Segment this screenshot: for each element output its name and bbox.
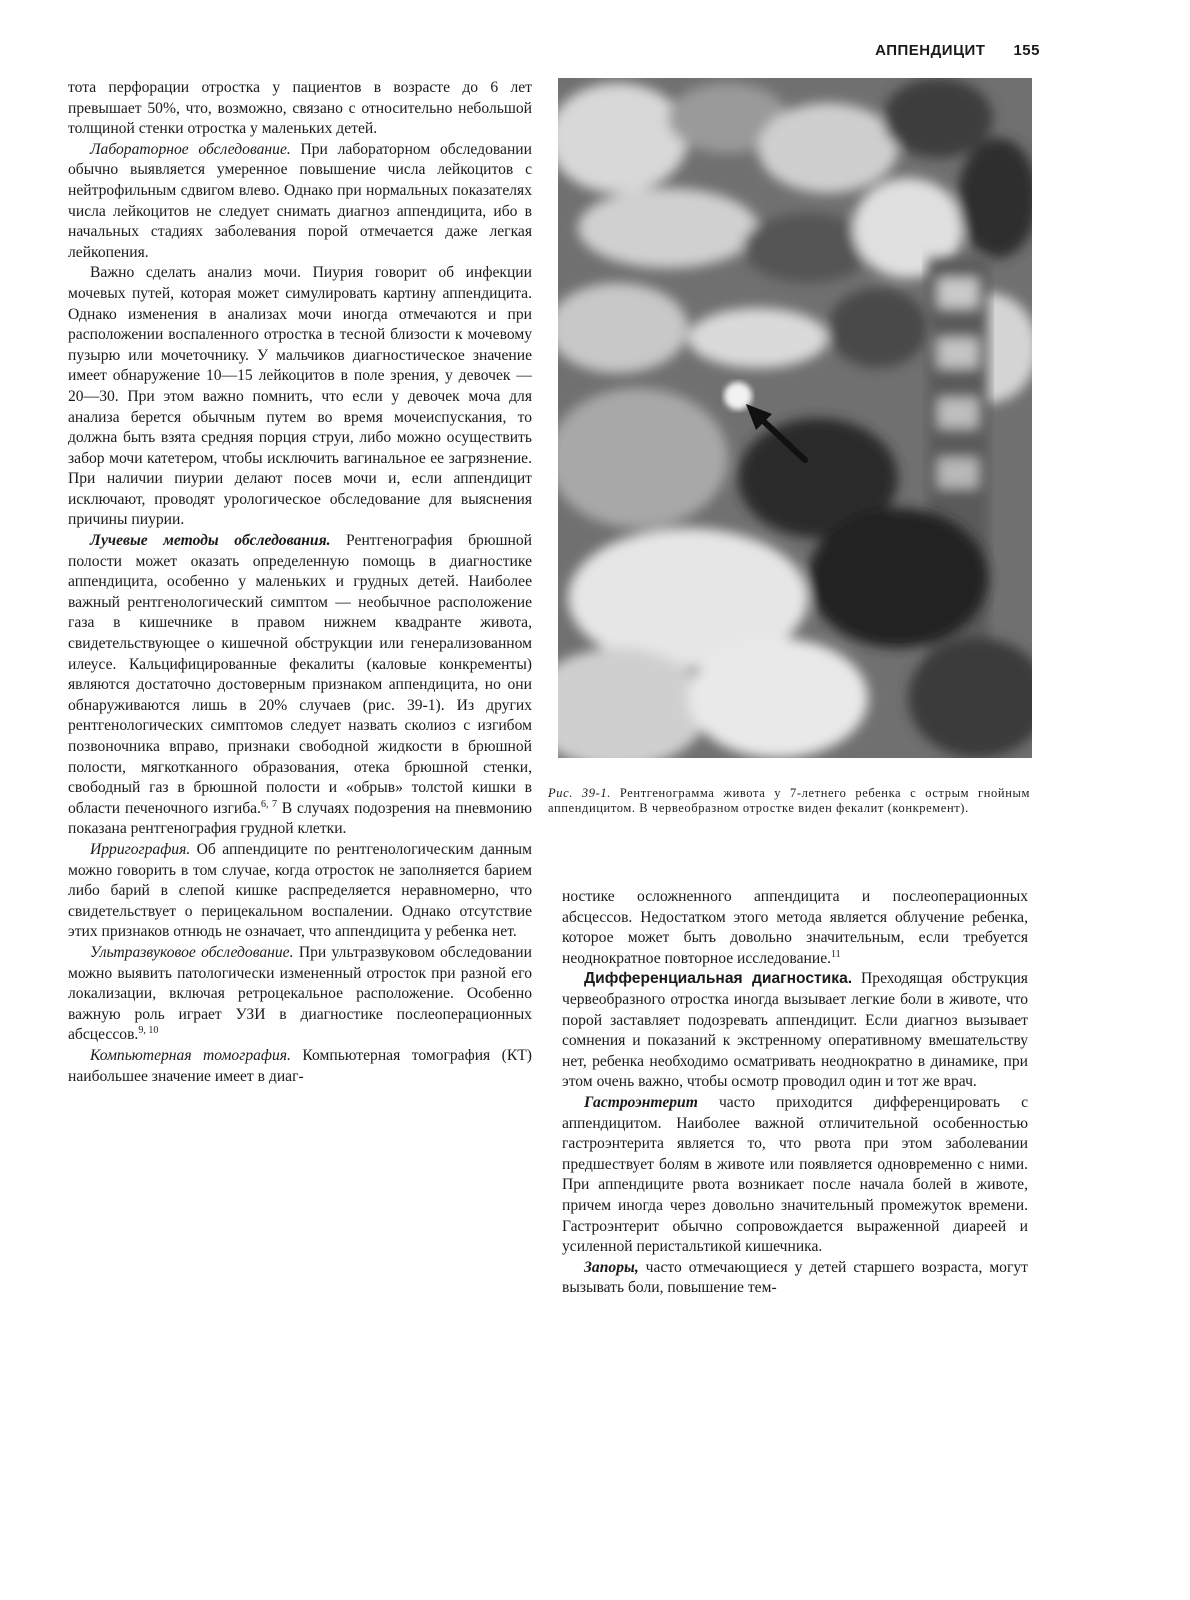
left-column bbox=[68, 78, 532, 1087]
text-ct-cont: ностике осложненного аппендицита и послеоперационных абсцессов. Недостатком этого метода является облучение ребенка, которое может быть довольно значительным, если требуется неоднократное повторное исследование. bbox=[562, 888, 1028, 967]
xray-figure bbox=[558, 78, 1032, 758]
paragraph-irrigography bbox=[68, 840, 532, 943]
reference-11: 11 bbox=[831, 948, 841, 960]
text-differential: Преходящая обструкция червеобразного отростка иногда вызывает легкие боли в животе, что порой заставляет подозревать аппендицит. Если диагноз вызывает сомнения и показаний к экстренному оперативному вмешательству нет, ребенка необходимо осматривать неоднократно в динамике, при этом очень важно, чтобы осмотр проводил один и тот же врач. bbox=[562, 970, 1028, 1091]
xray-image bbox=[558, 78, 1032, 758]
text-irrigography: Об аппендиците по рентгенологическим данным можно говорить в том случае, когда отросток не заполняется барием либо барий в слепой кишке распределяется неравномерно, что свидетельствует о перицекальном воспалении. Однако отсутствие этих признаков отнюдь не означает, что аппендицита у ребенка нет. bbox=[68, 840, 532, 941]
paragraph-urine: Важно сделать анализ мочи. Пиурия говорит об инфекции мочевых путей, которая может симулировать картину аппендицита. Однако изменения в анализах мочи иногда отмечаются и при расположении воспаленного отростка в тесной близости к мочевому пузырю или мочеточнику. У мальчиков диагностическое значение имеет обнаружение 10—15 лейкоцитов в поле зрения, у девочек — 20—30. При этом важно помнить, что если у девочек моча для анализа берется обычным путем во время мочеиспускания, то должна быть взята средняя порция струи, либо можно осуществить забор мочи катетером, чтобы исключить вагинальное ее загрязнение. При наличии пиурии делают посев мочи и, если аппендицит исключают, проводят урологическое обследование для выяснения причины пиурии. bbox=[68, 264, 532, 529]
running-head bbox=[875, 42, 1040, 59]
text-constipation: часто отмечающиеся у детей старшего возраста, могут вызывать боли, повышение тем- bbox=[562, 1258, 1028, 1297]
heading-lab: Лабораторное обследование. bbox=[90, 140, 291, 158]
paragraph-perforation: тота перфорации отростка у пациентов в возрасте до 6 лет превышает 50%, что, возможно, связано с относительно небольшой толщиной стенки отростка у маленьких детей. bbox=[68, 79, 532, 138]
paragraph-ct-cont bbox=[562, 887, 1028, 969]
figure-caption bbox=[548, 786, 1030, 816]
paragraph-constipation bbox=[562, 1258, 1028, 1299]
heading-ultrasound: Ультразвуковое обследование. bbox=[90, 943, 294, 961]
text-radiology-tail: В случаях подозрения на пневмонию показана рентгенография грудной клетки. bbox=[68, 799, 532, 838]
figure-label: Рис. 39-1. bbox=[548, 786, 611, 800]
heading-constipation: Запоры, bbox=[584, 1258, 639, 1276]
heading-radiology: Лучевые методы обследования. bbox=[90, 532, 331, 550]
chapter-title: АППЕНДИЦИТ bbox=[875, 42, 986, 59]
text-ct: Компьютерная томография (КТ) наибольшее значение имеет в диаг- bbox=[68, 1046, 532, 1085]
paragraph-differential bbox=[562, 969, 1028, 1093]
heading-irrigography: Ирригография. bbox=[90, 840, 191, 858]
text-gastroenteritis: часто приходится дифференцировать с аппендицитом. Наиболее важной отличительной особенностью гастроэнтерита является то, что рвота при этом заболевании предшествует болям в животе или появляется одновременно с ними. При аппендиците рвота возникает после начала болей в животе, причем иногда через довольно значительный промежуток времени. Гастроэнтерит обычно сопровождается выраженной диареей и усиленной перистальтикой кишечника. bbox=[562, 1093, 1028, 1256]
heading-differential: Дифференциальная диагностика. bbox=[584, 970, 853, 988]
paragraph-lab bbox=[68, 140, 532, 264]
heading-ct: Компьютерная томография. bbox=[90, 1046, 291, 1064]
text-lab: При лабораторном обследовании обычно выявляется умеренное повышение числа лейкоцитов с нейтрофильным сдвигом влево. Однако при нормальных показателях числа лейкоцитов не следует снимать диагноз аппендицита, ибо в начальных стадиях заболевания порой отмечается даже легкая лейкопения. bbox=[68, 140, 532, 261]
page-number: 155 bbox=[1013, 42, 1040, 59]
paragraph-ct bbox=[68, 1046, 532, 1087]
figure-caption-text: Рентгенограмма живота у 7-летнего ребенка с острым гнойным аппендицитом. В червеобразном отростке виден фекалит (конкремент). bbox=[548, 786, 1030, 815]
paragraph-radiology bbox=[68, 531, 532, 840]
heading-gastroenteritis: Гастроэнтерит bbox=[584, 1093, 698, 1111]
text-ultrasound: При ультразвуковом обследовании можно выявить патологически измененный отросток при разной его локализации, включая ретроцекальное расположение. Особенно важную роль играет УЗИ в диагностике послеоперационных абсцессов. bbox=[68, 943, 532, 1044]
right-column bbox=[562, 887, 1028, 1299]
text-radiology: Рентгенография брюшной полости может оказать определенную помощь в диагностике аппендицита, особенно у маленьких и грудных детей. Наиболее важный рентгенологический симптом — необычное расположение газа в кишечнике в правом нижнем квадранте живота, свидетельствующее о кишечной обструкции или генерализованном илеусе. Кальцифицированные фекалиты (каловые конкременты) являются достаточно достоверным признаком аппендицита, но они обнаруживаются лишь в 20% случаев (рис. 39-1). Из других рентгенологических симптомов следует назвать сколиоз с изгибом позвоночника вправо, признаки свободной жидкости в брюшной полости, мягкотканного образования, отека брюшной стенки, свободный газ в брюшной полости и «обрыв» толстой кишки в области печеночного изгиба. bbox=[68, 532, 532, 817]
paragraph-ultrasound bbox=[68, 943, 532, 1046]
reference-6-7: 6, 7 bbox=[261, 798, 277, 810]
reference-9-10: 9, 10 bbox=[138, 1025, 159, 1037]
paragraph-gastroenteritis bbox=[562, 1093, 1028, 1258]
